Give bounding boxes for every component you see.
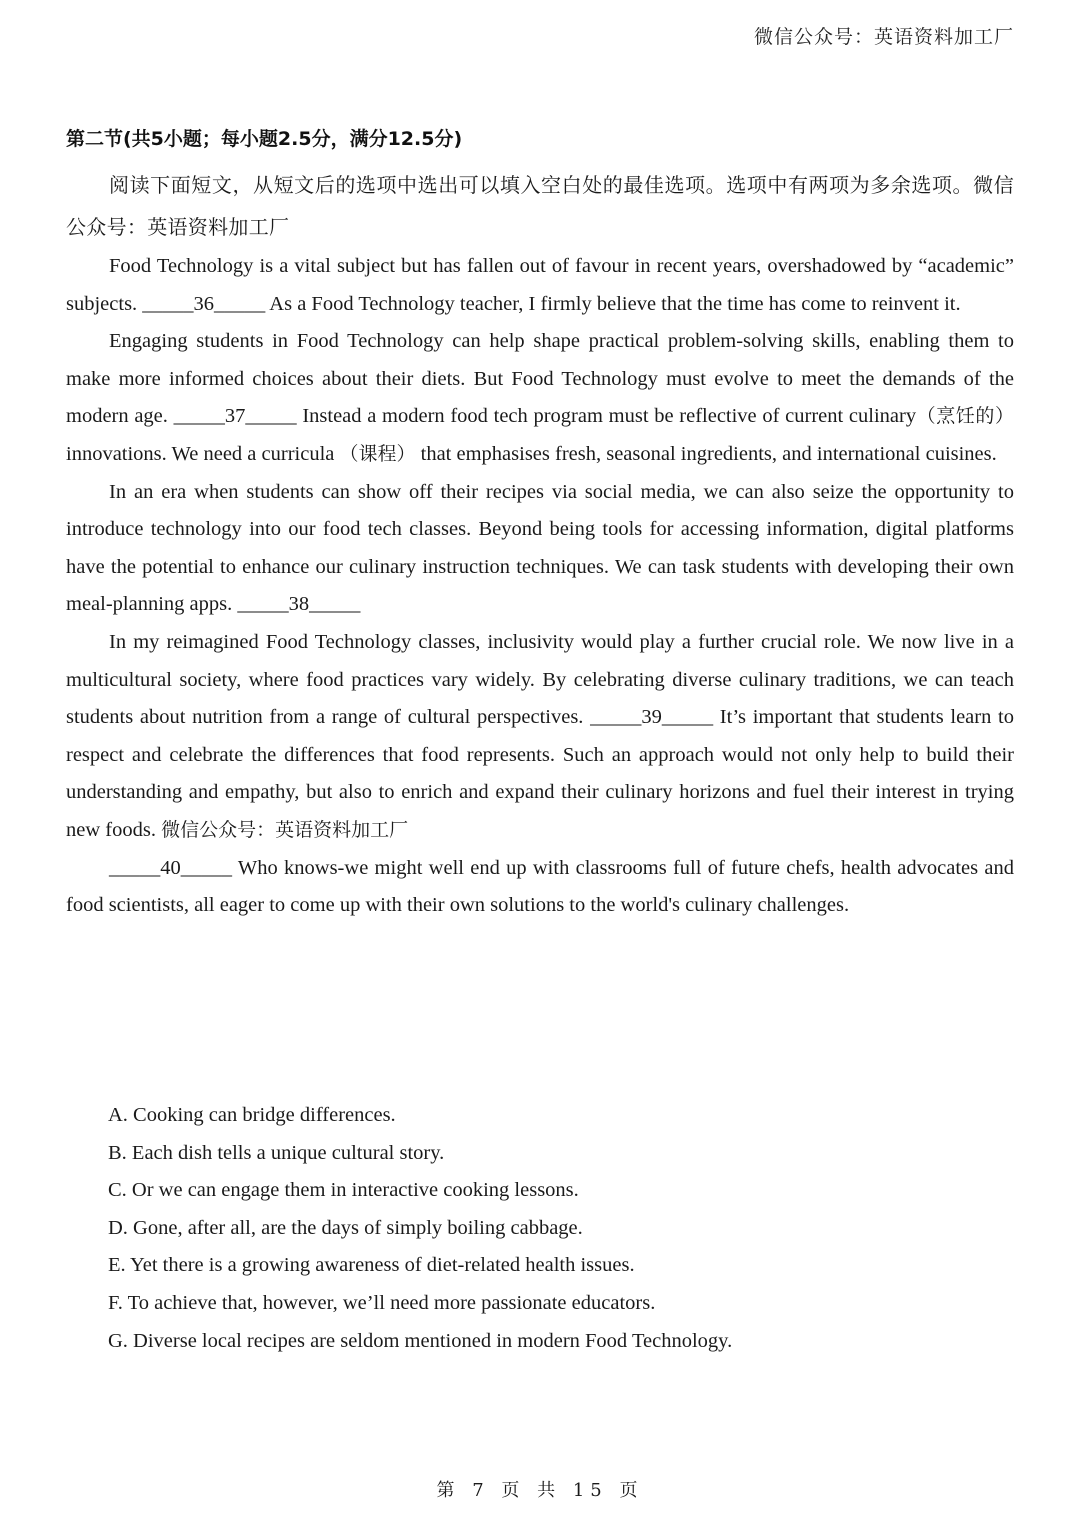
blank-40: _____40_____ [109, 856, 232, 879]
page-number: 第 7 页 共 15 页 [436, 1480, 644, 1501]
paragraph-text: innovations. We need a curricula [66, 442, 340, 465]
option-f: F. To achieve that, however, we’ll need more passionate educators. [108, 1291, 656, 1314]
chinese-gloss: （课程） [339, 442, 416, 465]
paragraph-text: Instead a modern food tech program must be reflective of current culinary [296, 405, 917, 428]
chinese-gloss: （烹饪的） [916, 405, 1014, 428]
blank-38: _____38_____ [237, 593, 361, 616]
paragraph-text: Food Technology is a vital subject but has fallen out of favour in recent years, overshadowed by “academic” subjects. [66, 255, 1014, 315]
option-e: E. Yet there is a growing awareness of diet-related health issues. [108, 1254, 635, 1277]
instructions: 阅读下面短文，从短文后的选项中选出可以填入空白处的最佳选项。选项中有两项为多余选项。微信公众号：英语资料加工厂 [66, 173, 1014, 239]
option-c: C. Or we can engage them in interactive cooking lessons. [108, 1179, 579, 1202]
paragraph-text: Engaging students in Food Technology can help shape practical problem-solving skills, enabling them to make more informed choices about their diets. But Food Technology must evolve to meet the demands of the modern age. [66, 330, 1014, 428]
paragraph-2 [66, 323, 1014, 473]
paragraph-3 [66, 474, 1014, 624]
option-d: D. Gone, after all, are the days of simply boiling cabbage. [108, 1216, 583, 1239]
paragraph-text: In my reimagined Food Technology classes, inclusivity would play a further crucial role. We now live in a multicultural society, where food practices vary widely. By celebrating diverse culinary traditions, we can teach students about nutrition from a range of cultural perspectives. [66, 630, 1014, 729]
paragraph-5 [66, 850, 1014, 925]
paragraph-text: Who knows-we might well end up with classrooms full of future chefs, health advocates and food scientists, all eager to come up with their own solutions to the world's culinary challenges. [66, 856, 1014, 917]
blank-39: _____39_____ [590, 706, 714, 729]
answer-options [108, 1097, 732, 1360]
option-g: G. Diverse local recipes are seldom mentioned in modern Food Technology. [108, 1329, 733, 1352]
paragraph-text: that emphasises fresh, seasonal ingredients, and international cuisines. [415, 442, 997, 465]
passage [66, 164, 1014, 925]
paragraph-text: It’s important that students learn to respect and celebrate the differences that food represents. Such an approach would not only help to build their understanding and empathy, but also to enrich and expand their culinary horizons and fuel their interest in trying new foods. [66, 706, 1014, 841]
paragraph-text: As a Food Technology teacher, I firmly believe that the time has come to reinvent it. [265, 292, 961, 315]
paragraph-text: In an era when students can show off their recipes via social media, we can also seize the opportunity to introduce technology into our food tech classes. Beyond being tools for accessing information, digital platforms have the potential to enhance our culinary instruction techniques. We can task students with developing their own meal-planning apps. [66, 480, 1014, 616]
paragraph-1 [66, 248, 1014, 323]
blank-36: _____36_____ [142, 292, 266, 315]
option-a: A. Cooking can bridge differences. [108, 1104, 396, 1126]
inline-watermark: 微信公众号：英语资料加工厂 [161, 818, 409, 841]
section-heading: 第二节(共5小题；每小题2.5分，满分12.5分) [66, 128, 463, 150]
option-b: B. Each dish tells a unique cultural story. [108, 1141, 445, 1164]
header-watermark: 微信公众号：英语资料加工厂 [753, 26, 1014, 48]
blank-37: _____37_____ [173, 405, 297, 428]
paragraph-4 [66, 624, 1014, 850]
